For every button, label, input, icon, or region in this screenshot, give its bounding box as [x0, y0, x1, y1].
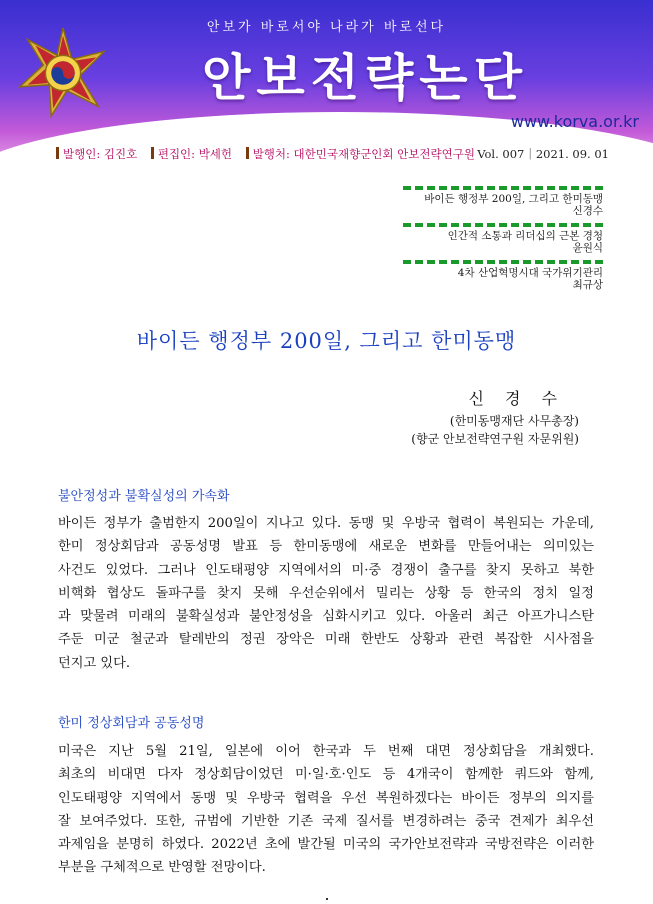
- section-heading: 한미 정상회담과 공동성명: [58, 716, 205, 731]
- paragraph-line: 과제임을 분명히 하였다. 2022년 초에 발간될 미국의 국가안보전략과 국방전략은 이러한: [58, 837, 594, 853]
- toc-divider: [403, 186, 603, 190]
- paragraph-line: 과 맞물려 미래의 불확실성과 불안정성을 심화시키고 있다. 아울러 최근 아프가니스탄: [58, 609, 594, 625]
- toc-item-author: 윤원식: [572, 242, 603, 254]
- table-of-contents: [403, 186, 603, 297]
- bar-marker: [151, 147, 154, 159]
- paragraph-line: 잘 보여주었다. 또한, 규범에 기반한 기존 국제 질서를 변경하려는 중국 견제가 최우선: [58, 813, 594, 829]
- toc-item-title[interactable]: 4차 산업혁명시대 국가위기관리: [457, 267, 603, 279]
- paragraph: [58, 740, 594, 880]
- editor-label: 편집인: 박세헌: [157, 147, 233, 161]
- page-marker: [326, 898, 328, 900]
- paragraph-line: 던지고 있다.: [58, 655, 131, 671]
- paragraph-line: 미국은 지난 5월 21일, 일본에 이어 한국과 두 번째 대면 정상회담을 개최했다.: [58, 744, 594, 759]
- toc-item-title[interactable]: 인간적 소통과 리더십의 근본 경청: [447, 230, 603, 242]
- website-url[interactable]: www.korva.or.kr: [510, 112, 639, 131]
- paragraph-line: 바이든 정부가 출범한지 200일이 지나고 있다. 동맹 및 우방국 협력이 복원되는 가운데,: [58, 516, 594, 531]
- publisher-label: 발행인: 김진호: [63, 147, 138, 161]
- author-affiliation: [411, 412, 579, 448]
- slogan: 안보가 바로서야 나라가 바로선다: [206, 20, 447, 35]
- paragraph: [58, 512, 594, 675]
- toc-item-author: 최규상: [572, 279, 603, 291]
- bar-marker: [246, 147, 249, 159]
- affiliation-line: (향군 안보전략연구원 자문위원): [411, 432, 579, 446]
- toc-item-title[interactable]: 바이든 행정부 200일, 그리고 한미동맹: [424, 193, 603, 205]
- paragraph-line: 주둔 미군 철군과 탈레반의 정권 장악은 미래 한반도 상황과 관련 복잡한 시사점을: [58, 632, 594, 648]
- emblem-icon: [14, 24, 112, 122]
- paragraph-line: 인도태평양 지역에서 동맹 및 우방국 협력을 우선 복원하겠다는 바이든 정부의 의지를: [58, 790, 594, 806]
- toc-divider: [403, 260, 603, 264]
- publication-meta: [56, 146, 475, 162]
- paragraph-line: 한미 정상회담과 공동성명 발표 등 한미동맹에 새로운 변화를 만들어내는 의미있는: [58, 539, 594, 555]
- toc-item-author: 신경수: [572, 205, 603, 217]
- toc-divider: [403, 223, 603, 227]
- article-title: 바이든 행정부 200일, 그리고 한미동맹: [136, 329, 517, 353]
- publication-title: 안보전략논단: [202, 49, 528, 107]
- paragraph-line: 최초의 비대면 다자 정상회담이었던 미·일·호·인도 등 4개국이 함께한 쿼드와 함께,: [58, 767, 594, 783]
- issuer-label: 발행처: 대한민국재향군인회 안보전략연구원: [252, 147, 475, 161]
- section-heading: 불안정성과 불확실성의 가속화: [58, 489, 230, 504]
- affiliation-line: (한미동맹재단 사무총장): [449, 414, 579, 428]
- bar-marker: [56, 147, 59, 159]
- paragraph-line: 비핵화 협상도 돌파구를 찾지 못해 우선순위에서 밀리는 상황 등 한국의 정치 일정: [58, 585, 594, 601]
- paragraph-line: 사건도 있었다. 그러나 인도태평양 지역에서의 미·중 경쟁이 출구를 찾지 못하고 북한: [58, 562, 594, 578]
- paragraph-line: 부분을 구체적으로 반영할 전망이다.: [58, 860, 266, 876]
- volume-date: Vol. 007｜2021. 09. 01: [477, 147, 609, 161]
- article-author: 신 경 수: [468, 389, 565, 408]
